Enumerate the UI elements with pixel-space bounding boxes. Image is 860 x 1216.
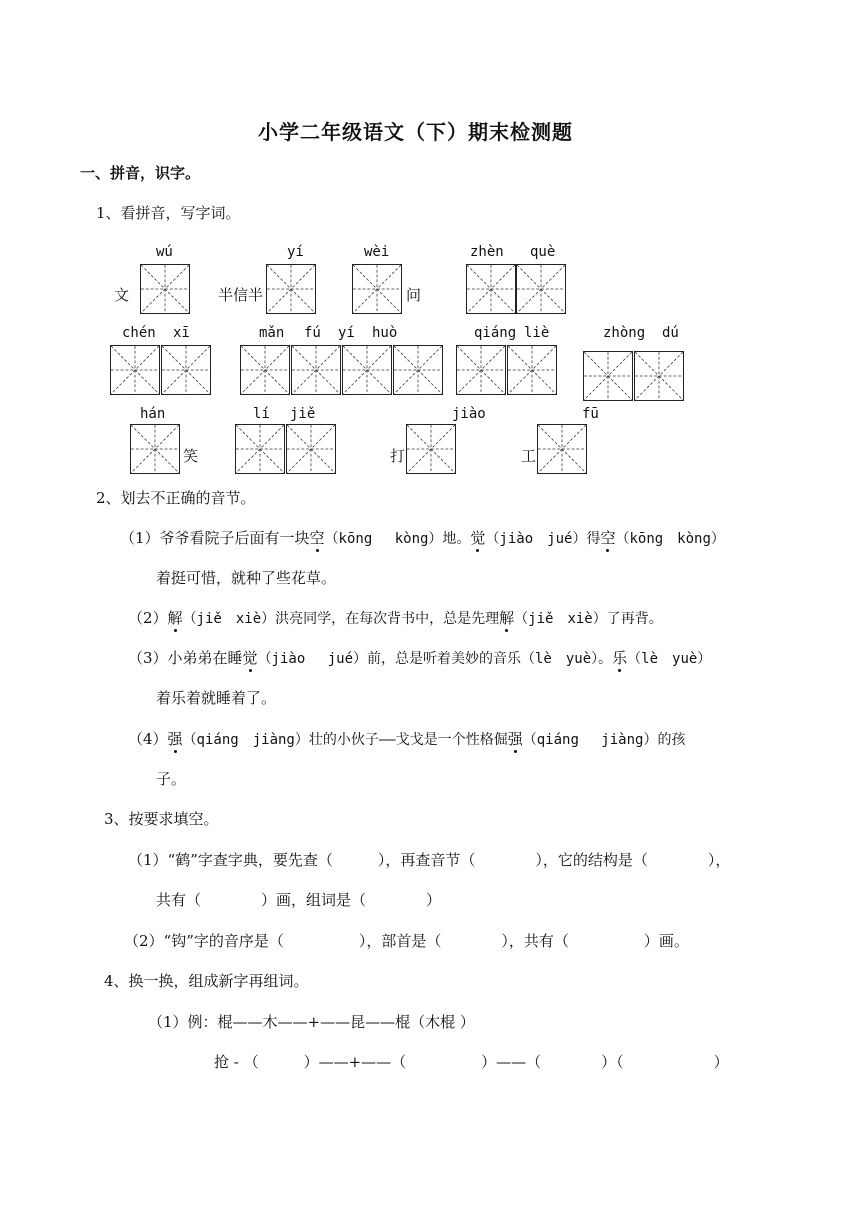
pinyin-options[interactable]: （jiě xiè）洪亮同学，在每次背书中，总是先理: [182, 611, 500, 627]
q2-item-3-cont: 着乐着就睡着了。: [156, 689, 277, 707]
q3-item-2[interactable]: （2）“钩”字的音序是（ ），部首是（ ），共有（ ）画。: [124, 932, 689, 950]
q2-heading: 2、划去不正确的音节。: [96, 489, 256, 507]
page-title: 小学二年级语文（下）期末检测题: [258, 120, 573, 144]
pinyin-label: zhèn: [470, 244, 504, 260]
pinyin-label: yí: [287, 244, 304, 260]
context-char: 文: [114, 286, 130, 304]
q2-item-2: [128, 607, 663, 628]
pinyin-options[interactable]: （jiào jué）得: [485, 531, 601, 547]
writing-grid-box[interactable]: [291, 345, 341, 395]
pinyin-label: chén: [122, 325, 156, 341]
writing-grid-box[interactable]: [583, 351, 633, 401]
pinyin-label: zhòng: [603, 325, 646, 341]
context-char: 笑: [183, 447, 199, 465]
dotted-char: 强: [167, 730, 183, 748]
pinyin-label: jiào: [452, 406, 486, 422]
pinyin-label: wú: [156, 244, 173, 260]
writing-grid-box[interactable]: [240, 345, 290, 395]
pinyin-options[interactable]: （kōng kòng）: [615, 531, 725, 547]
section-heading-1: 一、拼音，识字。: [80, 164, 201, 182]
q3-item-1-cont[interactable]: 共有（ ）画，组词是（ ）: [156, 891, 442, 909]
pinyin-label: què: [530, 244, 556, 260]
writing-grid-box[interactable]: [266, 264, 316, 314]
q2-text: （2）: [128, 609, 168, 627]
writing-grid-box[interactable]: [516, 264, 566, 314]
pinyin-options[interactable]: （jiě xiè）了再背。: [514, 611, 663, 627]
pinyin-label: qiáng: [474, 325, 517, 341]
q2-text: （3）小弟弟在睡: [128, 649, 243, 667]
writing-grid-box[interactable]: [161, 345, 211, 395]
context-char: 打: [390, 447, 406, 465]
dotted-char: 解: [499, 609, 515, 627]
pinyin-label: wèi: [364, 244, 390, 260]
pinyin-label: hán: [140, 406, 166, 422]
writing-grid-box[interactable]: [393, 345, 443, 395]
q4-task[interactable]: 抢 - （ ）——+——（ ）——（ ）（ ）: [214, 1053, 729, 1071]
writing-grid-box[interactable]: [537, 424, 587, 474]
pinyin-label: lí: [253, 406, 270, 422]
q2-item-1-cont: 着挺可惜，就种了些花草。: [156, 569, 337, 587]
q2-item-1: [120, 527, 725, 548]
pinyin-options[interactable]: （qiáng jiàng）的孩: [522, 732, 686, 748]
q2-item-4: [128, 728, 685, 749]
q4-example: （1）例：棍——木——+——昆——棍（木棍 ）: [148, 1013, 475, 1031]
q2-text: （4）: [128, 730, 168, 748]
dotted-char: 空: [600, 529, 616, 547]
writing-grid-box[interactable]: [406, 424, 456, 474]
pinyin-label: fū: [582, 406, 599, 422]
dotted-char: 觉: [242, 649, 258, 667]
writing-grid-box[interactable]: [286, 424, 336, 474]
writing-grid-box[interactable]: [342, 345, 392, 395]
q2-text: （1）爷爷看院子后面有一块: [120, 529, 310, 547]
pinyin-label: xī: [173, 325, 190, 341]
pinyin-label: mǎn: [259, 325, 285, 341]
writing-grid-box[interactable]: [352, 264, 402, 314]
pinyin-options[interactable]: （jiào jué）前，总是听着美妙的音乐（lè yuè）。: [257, 651, 613, 667]
q4-heading: 4、换一换，组成新字再组词。: [104, 972, 309, 990]
writing-grid-box[interactable]: [507, 345, 557, 395]
pinyin-options[interactable]: （lè yuè）: [627, 651, 712, 667]
writing-grid-box[interactable]: [466, 264, 516, 314]
q3-item-1[interactable]: （1）“鹤”字查字典，要先查（ ），再查音节（ ），它的结构是（ ），: [128, 851, 731, 869]
context-char: 工: [521, 447, 537, 465]
writing-grid-box[interactable]: [110, 345, 160, 395]
q2-item-3: [128, 647, 711, 668]
pinyin-label: liè: [524, 325, 550, 341]
dotted-char: 空: [309, 529, 325, 547]
writing-grid-box[interactable]: [634, 351, 684, 401]
pinyin-options[interactable]: （qiáng jiàng）壮的小伙子——戈戈是一个性格倔: [182, 732, 508, 748]
context-char: 问: [406, 286, 422, 304]
dotted-char: 解: [167, 609, 183, 627]
pinyin-label: jiě: [290, 406, 316, 422]
pinyin-label: yí: [338, 325, 355, 341]
writing-grid-box[interactable]: [235, 424, 285, 474]
q1-heading: 1、看拼音，写字词。: [96, 204, 241, 222]
writing-grid-box[interactable]: [456, 345, 506, 395]
writing-grid-box[interactable]: [140, 264, 190, 314]
pinyin-options[interactable]: （kōng kòng）地。: [324, 531, 471, 547]
pinyin-label: fú: [304, 325, 321, 341]
pinyin-label: huò: [372, 325, 398, 341]
pinyin-label: dú: [662, 325, 679, 341]
dotted-char: 觉: [470, 529, 486, 547]
writing-grid-box[interactable]: [130, 424, 180, 474]
context-char: 半信半: [218, 286, 264, 304]
dotted-char: 强: [507, 730, 523, 748]
dotted-char: 乐: [612, 649, 628, 667]
q2-item-4-cont: 子。: [156, 770, 187, 788]
q3-heading: 3、按要求填空。: [104, 810, 219, 828]
